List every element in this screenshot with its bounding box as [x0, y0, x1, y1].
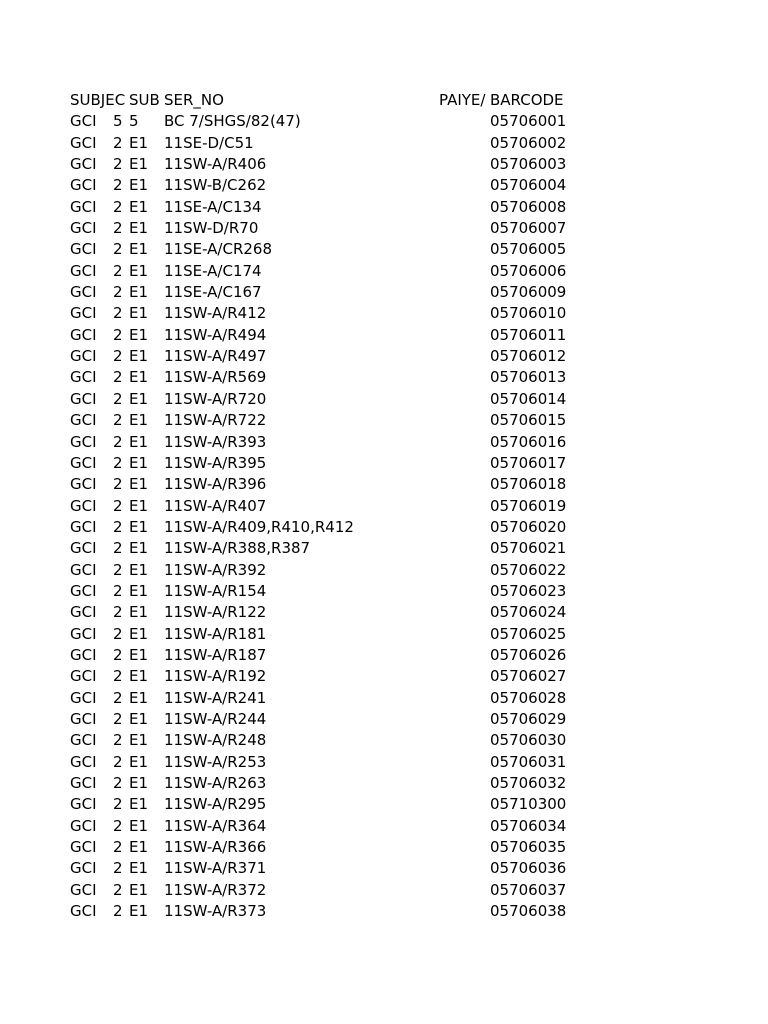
cell-subject: GCI [70, 880, 97, 899]
table-row [0, 197, 768, 218]
table-row [0, 645, 768, 666]
table-row [0, 303, 768, 324]
cell-barcode: 05706010 [490, 304, 567, 323]
cell-ser-no: 11SW-A/R122 [164, 603, 267, 622]
cell-sub-code: E1 [129, 688, 149, 707]
cell-ser-no: 11SW-A/R412 [164, 304, 267, 323]
cell-sub-code: E1 [129, 603, 149, 622]
cell-subject: GCI [70, 709, 97, 728]
cell-ser-no: 11SE-A/C167 [164, 283, 262, 302]
cell-subject: GCI [70, 197, 97, 216]
cell-sub-code: E1 [129, 453, 149, 472]
cell-barcode: 05706027 [490, 667, 567, 686]
cell-sub-code: E1 [129, 197, 149, 216]
header-payee: PAIYE/ [439, 91, 486, 109]
cell-barcode: 05706022 [490, 560, 567, 579]
cell-sub-code: E1 [129, 176, 149, 195]
cell-sub-code: E1 [129, 283, 149, 302]
table-row [0, 752, 768, 773]
cell-subject: GCI [70, 411, 97, 430]
cell-subject: GCI [70, 581, 97, 600]
cell-sub-number: 2 [113, 688, 123, 707]
cell-sub-code: E1 [129, 880, 149, 899]
cell-sub-number: 2 [113, 411, 123, 430]
cell-barcode: 05706016 [490, 432, 567, 451]
header-sub: SUB [129, 91, 160, 109]
cell-sub-number: 2 [113, 240, 123, 259]
cell-sub-number: 2 [113, 389, 123, 408]
table-row [0, 517, 768, 538]
table-row [0, 432, 768, 453]
cell-ser-no: 11SW-A/R295 [164, 795, 267, 814]
cell-ser-no: BC 7/SHGS/82(47) [164, 112, 301, 131]
cell-sub-code: E1 [129, 411, 149, 430]
cell-sub-number: 2 [113, 838, 123, 857]
cell-subject: GCI [70, 688, 97, 707]
cell-sub-code: E1 [129, 795, 149, 814]
cell-subject: GCI [70, 475, 97, 494]
table-row [0, 282, 768, 303]
cell-subject: GCI [70, 539, 97, 558]
cell-sub-number: 2 [113, 774, 123, 792]
cell-sub-number: 2 [113, 496, 123, 515]
cell-subject: GCI [70, 176, 97, 195]
cell-ser-no: 11SW-A/R393 [164, 432, 267, 451]
cell-sub-code: E1 [129, 133, 149, 152]
cell-ser-no: 11SW-A/R392 [164, 560, 267, 579]
table-row [0, 730, 768, 751]
cell-sub-code: E1 [129, 581, 149, 600]
cell-sub-code: E1 [129, 645, 149, 664]
cell-ser-no: 11SW-A/R364 [164, 816, 267, 835]
cell-ser-no: 11SW-A/R569 [164, 368, 267, 387]
cell-sub-code: E1 [129, 347, 149, 366]
cell-subject: GCI [70, 453, 97, 472]
table-row [0, 709, 768, 730]
cell-barcode: 05706034 [490, 816, 567, 835]
cell-ser-no: 11SE-A/CR268 [164, 240, 273, 259]
table-row [0, 410, 768, 431]
cell-subject: GCI [70, 816, 97, 835]
cell-ser-no: 11SW-A/R181 [164, 624, 267, 643]
table-row [0, 175, 768, 196]
cell-barcode: 05706031 [490, 752, 567, 771]
cell-ser-no: 11SW-A/R263 [164, 774, 267, 792]
table-row [0, 880, 768, 901]
cell-subject: GCI [70, 517, 97, 536]
cell-ser-no: 11SW-A/R406 [164, 155, 267, 174]
cell-ser-no: 11SE-A/C174 [164, 261, 262, 280]
cell-sub-number: 2 [113, 624, 123, 643]
cell-barcode: 05706029 [490, 709, 567, 728]
cell-sub-number: 2 [113, 325, 123, 344]
cell-sub-code: E1 [129, 517, 149, 536]
cell-barcode: 05706008 [490, 197, 567, 216]
cell-sub-code: E1 [129, 838, 149, 857]
cell-ser-no: 11SW-A/R395 [164, 453, 267, 472]
cell-subject: GCI [70, 155, 97, 174]
cell-sub-code: E1 [129, 902, 149, 921]
cell-subject: GCI [70, 283, 97, 302]
cell-barcode: 05706003 [490, 155, 567, 174]
cell-subject: GCI [70, 603, 97, 622]
cell-sub-number: 2 [113, 752, 123, 771]
cell-barcode: 05706017 [490, 453, 567, 472]
cell-ser-no: 11SW-A/R720 [164, 389, 267, 408]
cell-ser-no: 11SW-A/R407 [164, 496, 267, 515]
table-row [0, 688, 768, 709]
cell-barcode: 05706024 [490, 603, 567, 622]
cell-ser-no: 11SW-A/R366 [164, 838, 267, 857]
cell-sub-number: 2 [113, 603, 123, 622]
cell-ser-no: 11SW-A/R409,R410,R412 [164, 517, 354, 536]
table-row [0, 666, 768, 687]
cell-subject: GCI [70, 304, 97, 323]
cell-sub-code: 5 [129, 112, 139, 131]
cell-ser-no: 11SW-A/R722 [164, 411, 267, 430]
cell-sub-number: 2 [113, 261, 123, 280]
cell-sub-number: 2 [113, 816, 123, 835]
cell-sub-number: 2 [113, 304, 123, 323]
table-row [0, 901, 768, 922]
table-row [0, 858, 768, 879]
cell-sub-code: E1 [129, 774, 149, 792]
cell-sub-number: 2 [113, 859, 123, 878]
cell-barcode: 05706012 [490, 347, 567, 366]
cell-subject: GCI [70, 240, 97, 259]
cell-ser-no: 11SW-A/R154 [164, 581, 267, 600]
cell-barcode: 05706026 [490, 645, 567, 664]
cell-barcode: 05706025 [490, 624, 567, 643]
cell-sub-number: 2 [113, 880, 123, 899]
cell-ser-no: 11SW-A/R253 [164, 752, 267, 771]
table-row [0, 389, 768, 410]
cell-ser-no: 11SW-A/R372 [164, 880, 267, 899]
cell-sub-code: E1 [129, 304, 149, 323]
table-row [0, 560, 768, 581]
table-row [0, 538, 768, 559]
table-row [0, 111, 768, 132]
table-row [0, 346, 768, 367]
cell-sub-code: E1 [129, 368, 149, 387]
cell-sub-number: 2 [113, 133, 123, 152]
cell-sub-number: 2 [113, 197, 123, 216]
cell-sub-number: 2 [113, 709, 123, 728]
cell-sub-number: 2 [113, 368, 123, 387]
cell-ser-no: 11SW-A/R244 [164, 709, 267, 728]
cell-subject: GCI [70, 560, 97, 579]
cell-sub-number: 2 [113, 645, 123, 664]
cell-ser-no: 11SW-D/R70 [164, 219, 259, 238]
cell-sub-code: E1 [129, 560, 149, 579]
cell-sub-number: 2 [113, 176, 123, 195]
cell-barcode: 05706019 [490, 496, 567, 515]
cell-ser-no: 11SW-A/R371 [164, 859, 267, 878]
cell-subject: GCI [70, 261, 97, 280]
table-row [0, 474, 768, 495]
header-row [0, 90, 768, 111]
table-row [0, 794, 768, 815]
table-body [0, 111, 768, 922]
cell-barcode: 05706004 [490, 176, 567, 195]
cell-barcode: 05706014 [490, 389, 567, 408]
cell-sub-code: E1 [129, 816, 149, 835]
cell-subject: GCI [70, 838, 97, 857]
cell-barcode: 05706032 [490, 774, 567, 792]
cell-sub-code: E1 [129, 624, 149, 643]
cell-subject: GCI [70, 368, 97, 387]
cell-ser-no: 11SW-A/R373 [164, 902, 267, 921]
cell-sub-code: E1 [129, 389, 149, 408]
cell-sub-number: 2 [113, 795, 123, 814]
cell-sub-number: 2 [113, 432, 123, 451]
cell-sub-number: 2 [113, 731, 123, 750]
cell-sub-code: E1 [129, 859, 149, 878]
cell-sub-code: E1 [129, 752, 149, 771]
table-row [0, 239, 768, 260]
cell-ser-no: 11SW-A/R497 [164, 347, 267, 366]
header-subject: SUBJEC [70, 91, 126, 109]
cell-barcode: 05706015 [490, 411, 567, 430]
table-row [0, 154, 768, 175]
cell-sub-number: 2 [113, 475, 123, 494]
cell-subject: GCI [70, 859, 97, 878]
cell-ser-no: 11SW-A/R396 [164, 475, 267, 494]
cell-subject: GCI [70, 774, 97, 792]
spreadsheet-table [0, 90, 768, 922]
cell-barcode: 05706030 [490, 731, 567, 750]
cell-barcode: 05706023 [490, 581, 567, 600]
cell-sub-number: 2 [113, 219, 123, 238]
cell-subject: GCI [70, 902, 97, 921]
cell-ser-no: 11SE-D/C51 [164, 133, 254, 152]
cell-sub-code: E1 [129, 667, 149, 686]
cell-sub-number: 2 [113, 581, 123, 600]
cell-ser-no: 11SE-A/C134 [164, 197, 262, 216]
cell-barcode: 05706035 [490, 838, 567, 857]
cell-subject: GCI [70, 133, 97, 152]
cell-barcode: 05706020 [490, 517, 567, 536]
cell-subject: GCI [70, 112, 97, 131]
cell-sub-code: E1 [129, 475, 149, 494]
cell-sub-code: E1 [129, 496, 149, 515]
cell-ser-no: 11SW-A/R241 [164, 688, 267, 707]
cell-subject: GCI [70, 752, 97, 771]
cell-subject: GCI [70, 645, 97, 664]
cell-sub-code: E1 [129, 261, 149, 280]
cell-sub-number: 2 [113, 283, 123, 302]
cell-sub-number: 2 [113, 667, 123, 686]
table-row [0, 581, 768, 602]
table-row [0, 496, 768, 517]
cell-sub-code: E1 [129, 325, 149, 344]
cell-barcode: 05706002 [490, 133, 567, 152]
cell-sub-code: E1 [129, 709, 149, 728]
table-row [0, 218, 768, 239]
cell-subject: GCI [70, 389, 97, 408]
cell-barcode: 05706001 [490, 112, 567, 131]
table-row [0, 816, 768, 837]
cell-barcode: 05706006 [490, 261, 567, 280]
table-row [0, 325, 768, 346]
cell-sub-code: E1 [129, 432, 149, 451]
cell-barcode: 05706007 [490, 219, 567, 238]
cell-barcode: 05706009 [490, 283, 567, 302]
cell-sub-code: E1 [129, 155, 149, 174]
cell-sub-number: 5 [113, 112, 123, 131]
cell-subject: GCI [70, 795, 97, 814]
table-row [0, 624, 768, 645]
cell-sub-number: 2 [113, 517, 123, 536]
cell-barcode: 05706038 [490, 902, 567, 921]
cell-sub-number: 2 [113, 539, 123, 558]
cell-subject: GCI [70, 667, 97, 686]
cell-barcode: 05706011 [490, 325, 567, 344]
cell-barcode: 05706028 [490, 688, 567, 707]
cell-sub-code: E1 [129, 539, 149, 558]
cell-ser-no: 11SW-A/R388,R387 [164, 539, 311, 558]
table-row [0, 133, 768, 154]
cell-subject: GCI [70, 731, 97, 750]
cell-ser-no: 11SW-A/R192 [164, 667, 267, 686]
cell-subject: GCI [70, 347, 97, 366]
cell-barcode: 05706021 [490, 539, 567, 558]
cell-barcode: 05706005 [490, 240, 567, 259]
cell-sub-number: 2 [113, 560, 123, 579]
cell-ser-no: 11SW-A/R494 [164, 325, 267, 344]
cell-subject: GCI [70, 325, 97, 344]
cell-sub-number: 2 [113, 155, 123, 174]
cell-ser-no: 11SW-A/R187 [164, 645, 267, 664]
table-row [0, 837, 768, 858]
cell-sub-code: E1 [129, 219, 149, 238]
cell-barcode: 05710300 [490, 795, 567, 814]
cell-barcode: 05706018 [490, 475, 567, 494]
table-row [0, 261, 768, 282]
cell-ser-no: 11SW-A/R248 [164, 731, 267, 750]
table-row [0, 602, 768, 623]
cell-sub-number: 2 [113, 453, 123, 472]
header-barcode: BARCODE [490, 91, 564, 109]
cell-barcode: 05706037 [490, 880, 567, 899]
cell-sub-number: 2 [113, 347, 123, 366]
cell-subject: GCI [70, 624, 97, 643]
table-row [0, 773, 768, 794]
cell-subject: GCI [70, 432, 97, 451]
table-row [0, 367, 768, 388]
header-ser-no: SER_NO [164, 91, 224, 109]
table-row [0, 453, 768, 474]
cell-barcode: 05706013 [490, 368, 567, 387]
cell-subject: GCI [70, 496, 97, 515]
cell-sub-number: 2 [113, 902, 123, 921]
cell-sub-code: E1 [129, 240, 149, 259]
cell-barcode: 05706036 [490, 859, 567, 878]
cell-subject: GCI [70, 219, 97, 238]
cell-ser-no: 11SW-B/C262 [164, 176, 267, 195]
cell-sub-code: E1 [129, 731, 149, 750]
